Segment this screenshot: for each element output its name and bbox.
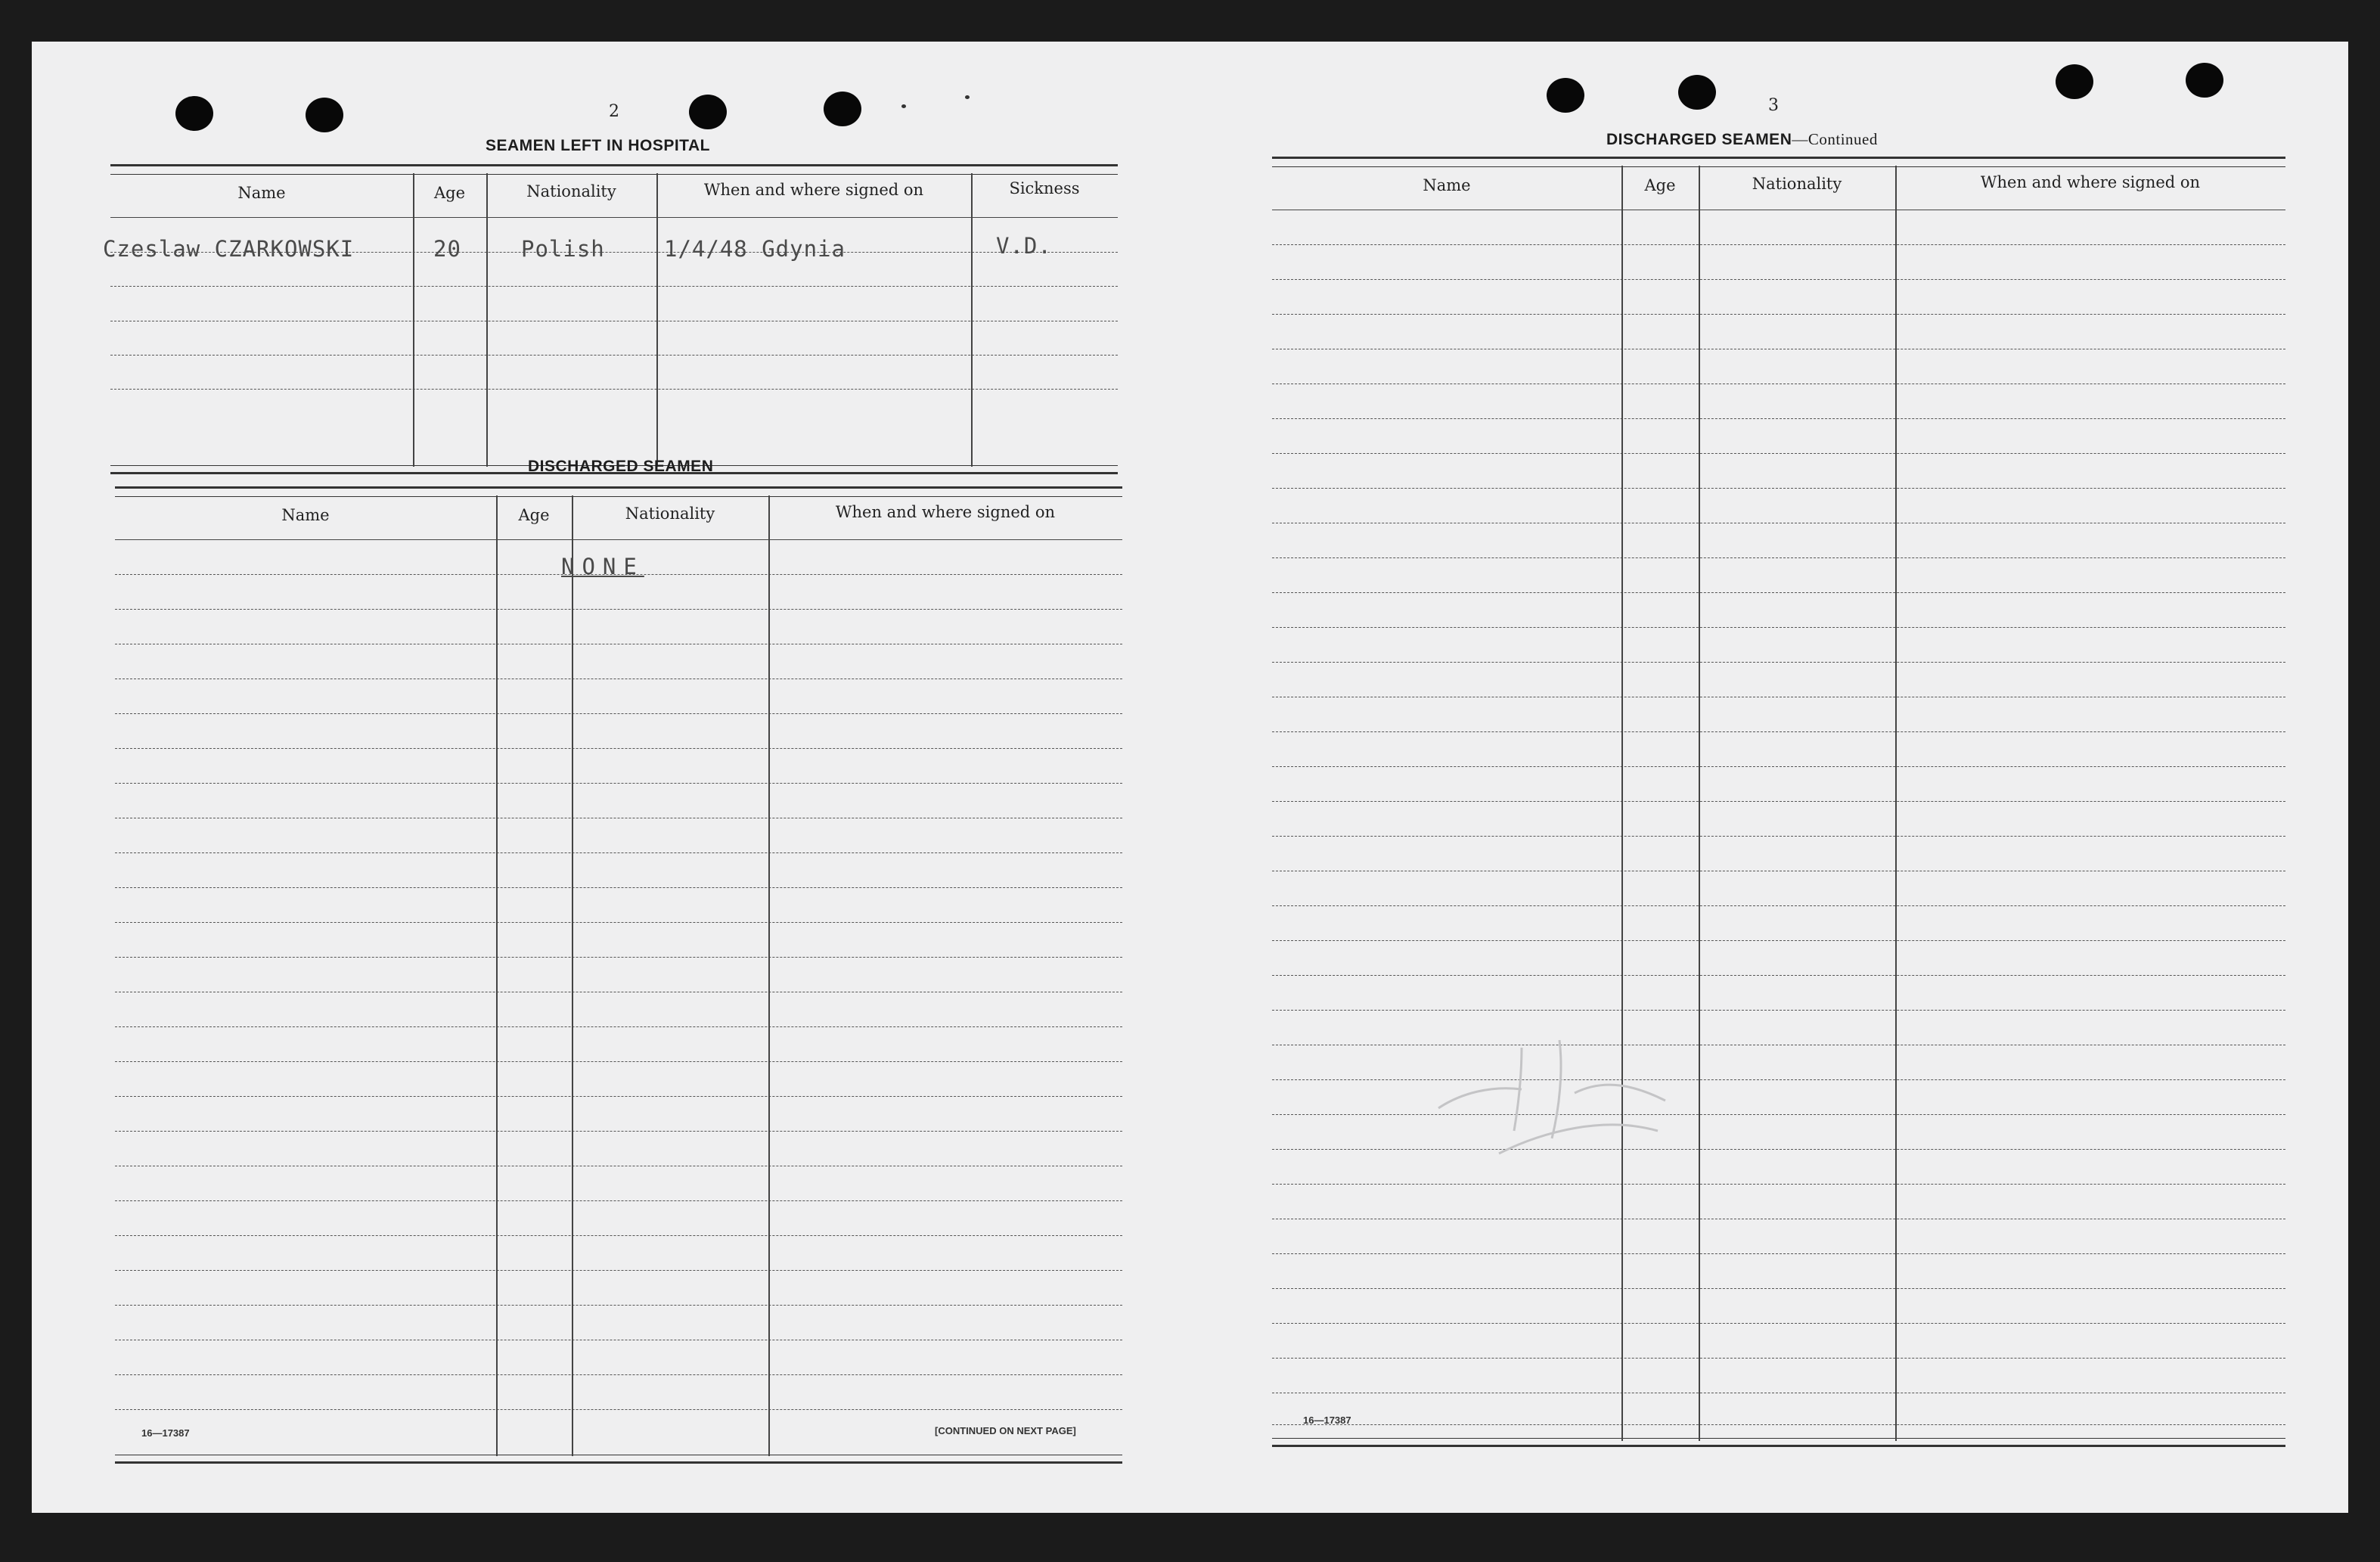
column-divider [572, 495, 573, 1456]
column-divider [486, 173, 488, 467]
title-main: DISCHARGED SEAMEN [1606, 131, 1792, 148]
column-header-signed-on: When and where signed on [1980, 173, 2201, 191]
table-top-rule [1272, 157, 2285, 167]
row-line [115, 1305, 1122, 1306]
page-number: 2 [609, 102, 619, 121]
table-bottom-rule [1272, 1438, 2285, 1447]
row-line [110, 286, 1118, 287]
row-line [1272, 731, 2285, 732]
row-line [1272, 836, 2285, 837]
row-line [1272, 1424, 2285, 1425]
row-line [1272, 1323, 2285, 1324]
table-top-rule [110, 164, 1118, 175]
row-line [1272, 1184, 2285, 1185]
row-line [115, 1061, 1122, 1062]
section-title-discharged-continued [1606, 130, 1878, 149]
column-header-nationality: Nationality [526, 182, 616, 200]
seaman-sickness: V.D. [996, 233, 1052, 259]
row-line [110, 389, 1118, 390]
row-line [1272, 1358, 2285, 1359]
row-line [115, 852, 1122, 853]
row-line [115, 957, 1122, 958]
row-line [115, 609, 1122, 610]
row-line [115, 783, 1122, 784]
row-line [1272, 975, 2285, 976]
column-header-nationality: Nationality [625, 505, 715, 523]
row-line [1272, 453, 2285, 454]
table-header-rule [110, 217, 1118, 218]
column-divider [1699, 166, 1700, 1441]
paper-speck [901, 104, 906, 108]
column-divider [496, 495, 498, 1456]
row-line [1272, 662, 2285, 663]
seaman-age: 20 [433, 236, 461, 262]
row-line [115, 1235, 1122, 1236]
form-number: 16—17387 [1303, 1414, 1351, 1426]
row-line [1272, 279, 2285, 280]
none-entry: NONE [561, 554, 644, 579]
column-header-name: Name [1423, 176, 1471, 194]
row-line [1272, 940, 2285, 941]
column-divider [1621, 166, 1623, 1441]
row-line [115, 1096, 1122, 1097]
seaman-nationality: Polish [521, 236, 605, 262]
title-suffix: —Continued [1792, 130, 1878, 148]
row-line [115, 1200, 1122, 1201]
row-line [1272, 557, 2285, 558]
column-divider [1895, 166, 1897, 1441]
paper-speck [965, 95, 970, 99]
column-header-name: Name [281, 506, 330, 524]
punch-hole [824, 92, 861, 126]
column-header-sickness: Sickness [1009, 179, 1080, 197]
column-divider [413, 173, 414, 467]
row-line [115, 1131, 1122, 1132]
document-sheet [32, 42, 2348, 1513]
table-header-rule [115, 539, 1122, 540]
row-line [1272, 488, 2285, 489]
section-title-hospital: SEAMEN LEFT IN HOSPITAL [486, 137, 710, 154]
page-number: 3 [1768, 96, 1779, 115]
row-line [1272, 244, 2285, 245]
punch-hole [175, 96, 213, 131]
row-line [1272, 1253, 2285, 1254]
column-divider [656, 173, 658, 467]
table-bottom-rule [115, 1455, 1122, 1464]
punch-hole [306, 98, 343, 132]
discharged-continued-table [1272, 157, 2285, 1458]
column-divider [768, 495, 770, 1456]
column-header-age: Age [1644, 176, 1676, 194]
column-header-name: Name [237, 184, 286, 202]
seaman-name: Czeslaw CZARKOWSKI [103, 236, 355, 262]
row-line [1272, 592, 2285, 593]
row-line [115, 887, 1122, 888]
row-line [1272, 418, 2285, 419]
row-line [1272, 801, 2285, 802]
column-header-signed-on: When and where signed on [835, 503, 1056, 521]
row-line [115, 1374, 1122, 1375]
column-header-signed-on: When and where signed on [703, 181, 924, 199]
seaman-signed-on: 1/4/48 Gdynia [664, 236, 846, 262]
column-divider [971, 173, 973, 467]
column-header-nationality: Nationality [1752, 175, 1842, 193]
row-line [110, 355, 1118, 356]
punch-hole [1678, 75, 1716, 110]
continued-note: [CONTINUED ON NEXT PAGE] [935, 1425, 1076, 1436]
punch-hole [1547, 78, 1584, 113]
row-line [115, 1270, 1122, 1271]
row-line [1272, 1288, 2285, 1289]
discharged-table [115, 486, 1122, 1470]
row-line [115, 1409, 1122, 1410]
column-header-age: Age [433, 184, 466, 202]
column-header-age: Age [518, 506, 550, 524]
row-line [1272, 627, 2285, 628]
row-line [115, 748, 1122, 749]
punch-hole [2186, 63, 2223, 98]
section-title-discharged: DISCHARGED SEAMEN [528, 458, 714, 475]
punch-hole [689, 95, 727, 129]
row-line [1272, 905, 2285, 906]
hospital-table [110, 164, 1118, 483]
row-line [115, 922, 1122, 923]
form-number: 16—17387 [141, 1427, 190, 1439]
table-top-rule [115, 486, 1122, 497]
row-line [115, 713, 1122, 714]
row-line [115, 1026, 1122, 1027]
faint-signature-mark [1408, 1002, 1756, 1176]
row-line [1272, 766, 2285, 767]
punch-hole [2056, 64, 2093, 99]
row-line [1272, 314, 2285, 315]
